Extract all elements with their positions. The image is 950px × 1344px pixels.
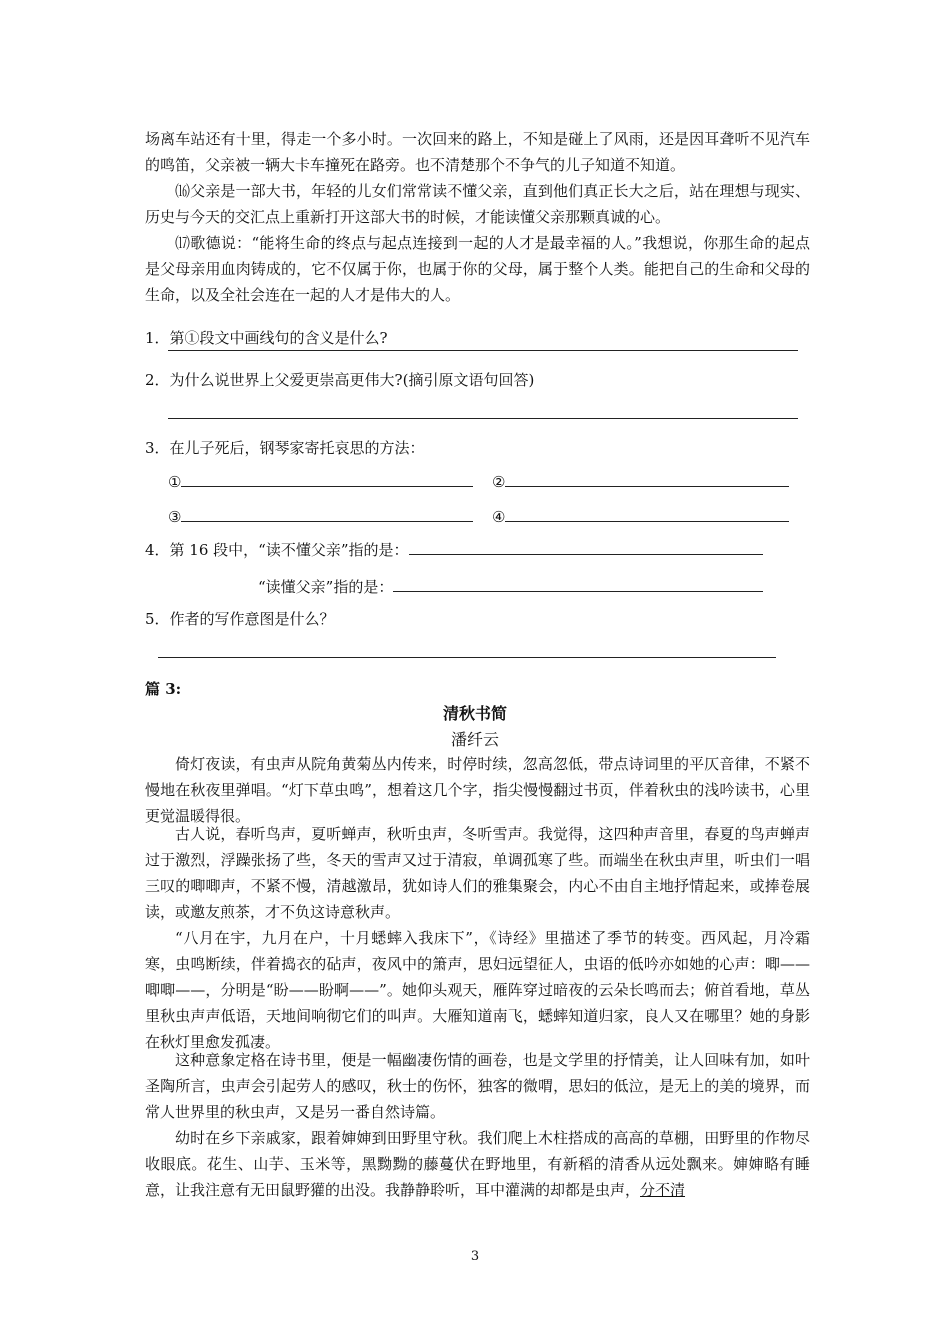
q3-option-3-label: ③ [168, 508, 182, 526]
paragraph-17: ⒄歌德说：“能将生命的终点与起点连接到一起的人才是最幸福的人。”我想说，你那生命的起点是父母亲用血肉铸成的，它不仅属于你，也属于你的父母，属于整个人类。能把自己的生命和父母的生命，以及全社会连在一起的人才是伟大的人。 [145, 234, 810, 304]
q3-option-4-label: ④ [492, 508, 506, 526]
article-paragraph-5-text: 幼时在乡下亲戚家，跟着婶婶到田野里守秋。我们爬上木柱搭成的高高的草棚，田野里的作物尽收眼底。花生、山芋、玉米等，黑黝黝的藤蔓伏在野地里，有新稻的清香从远处飘来。婶婶略有睡意，让我注意有无田鼠野獾的出没。我静静聆听，耳中灌满的却都是虫声， [145, 1129, 810, 1199]
answer-blank-4a[interactable] [409, 540, 763, 555]
q3-option-2 [492, 471, 789, 493]
paragraph-15-continued: 场离车站还有十里，得走一个多小时。一次回来的路上，不知是碰上了风雨，还是因耳聋听不见汽车的鸣笛，父亲被一辆大卡车撞死在路旁。也不清楚那个不争气的儿子知道不知道。 [145, 130, 810, 174]
question-2: 2．为什么说世界上父爱更崇高更伟大?(摘引原文语句回答) [145, 371, 535, 389]
answer-line-5[interactable] [158, 657, 776, 658]
article-author: 潘纤云 [450, 730, 499, 749]
question-5: 5．作者的写作意图是什么？ [145, 610, 335, 628]
article-paragraph-1: 倚灯夜读，有虫声从院角黄菊丛内传来，时停时续，忽高忽低，带点诗词里的平仄音律，不紧不慢地在秋夜里弹唱。“灯下草虫鸣”，想着这几个字，指尖慢慢翻过书页，伴着秋虫的浅吟读书，心里更觉温暖得很。 [145, 755, 810, 825]
q3-option-3 [168, 506, 473, 528]
question-4a-text: 4．第 16 段中，“读不懂父亲”指的是： [145, 541, 409, 559]
paragraph-16: ⒃父亲是一部大书，年轻的儿女们常常读不懂父亲，直到他们真正长大之后，站在理想与现实、历史与今天的交汇点上重新打开这部大书的时候，才能读懂父亲那颗真诚的心。 [145, 182, 810, 226]
q3-option-4-blank[interactable] [505, 507, 789, 522]
article-paragraph-2: 古人说，春听鸟声，夏听蝉声，秋听虫声，冬听雪声。我觉得，这四种声音里，春夏的鸟声蝉声过于激烈，浮躁张扬了些，冬天的雪声又过于清寂，单调孤寒了些。而端坐在秋虫声里，听虫们一唱三叹的唧唧声，不紧不慢，清越激昂，犹如诗人们的雅集聚会，内心不由自主地抒情起来，或捧卷展读，或邀友煎茶，才不负这诗意秋声。 [145, 825, 810, 921]
question-4b-text: “读懂父亲”指的是： [258, 578, 394, 596]
article-paragraph-3: “八月在宇，九月在户，十月蟋蟀入我床下”，《诗经》里描述了季节的转变。西风起，月冷霜寒，虫鸣断续，伴着捣衣的砧声，夜风中的箫声，思妇远望征人，虫语的低吟亦如她的心声：唧——唧唧——，分明是“盼——盼啊——”。她仰头观天，雁阵穿过暗夜的云朵长鸣而去；俯首看地，草丛里秋虫声声低语，天地间响彻它们的叫声。大雁知道南飞，蟋蟀知道归家，良人又在哪里？她的身影在秋灯里愈发孤凄。 [145, 929, 810, 1051]
q3-option-2-label: ② [492, 473, 506, 491]
answer-line-1[interactable] [168, 350, 798, 351]
question-3: 3．在儿子死后，钢琴家寄托哀思的方法： [145, 439, 425, 457]
q3-option-4 [492, 506, 789, 528]
q3-option-2-blank[interactable] [505, 472, 789, 487]
q3-option-1-label: ① [168, 473, 182, 491]
question-1: 1．第①段文中画线句的含义是什么? [145, 329, 388, 347]
section-3-label: 篇 3: [145, 680, 182, 698]
article-paragraph-5 [145, 1125, 810, 1203]
question-4b [258, 576, 763, 598]
answer-line-2[interactable] [168, 418, 798, 419]
answer-blank-4b[interactable] [393, 577, 763, 592]
q3-option-1-blank[interactable] [181, 472, 473, 487]
underlined-phrase: 分不清 [640, 1181, 686, 1199]
article-title: 清秋书简 [442, 704, 507, 723]
article-paragraph-4: 这种意象定格在诗书里，便是一幅幽凄伤情的画卷，也是文学里的抒情美，让人回味有加，如叶圣陶所言，虫声会引起劳人的感叹，秋士的伤怀，独客的微喟，思妇的低泣，是无上的美的境界，而常人世界里的秋虫声，又是另一番自然诗篇。 [145, 1051, 810, 1121]
q3-option-3-blank[interactable] [181, 507, 473, 522]
q3-option-1 [168, 471, 473, 493]
question-4a [145, 539, 763, 561]
page-number: 3 [470, 1249, 480, 1264]
